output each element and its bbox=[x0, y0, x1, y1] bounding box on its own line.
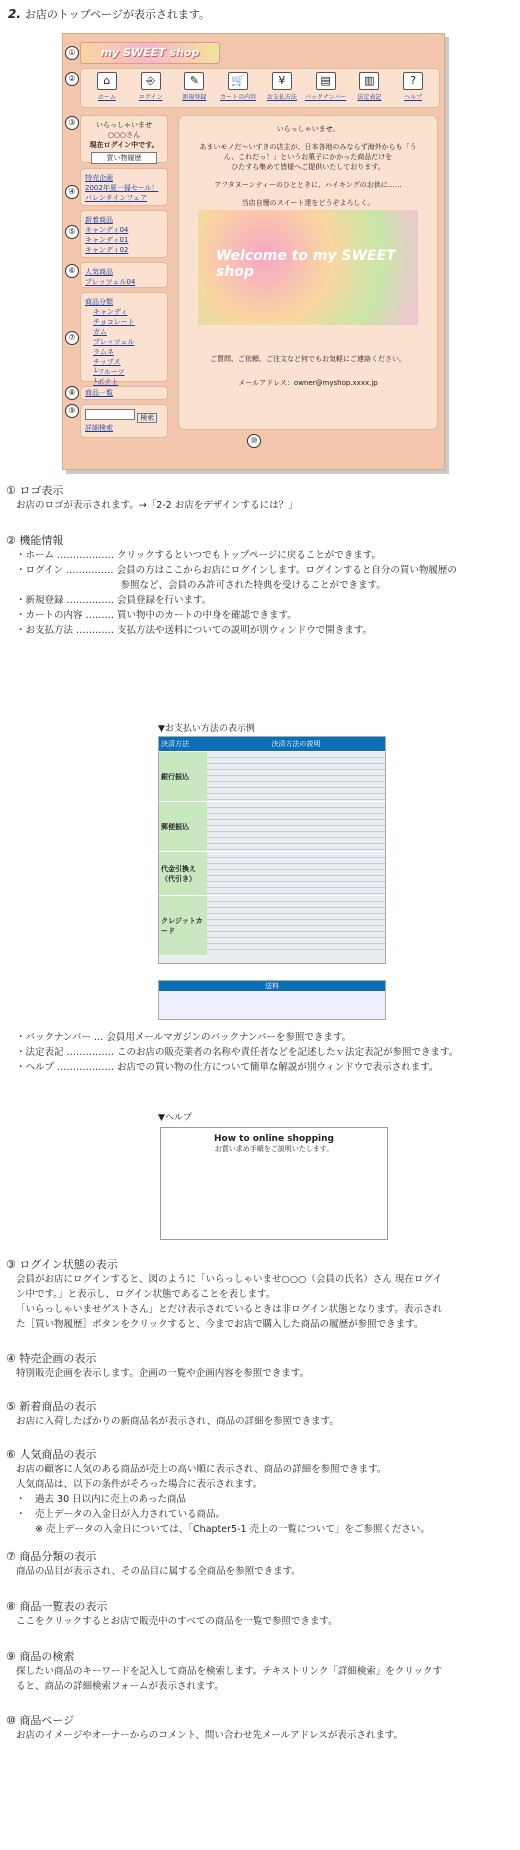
newitems-link[interactable]: キャンディ02 bbox=[85, 246, 129, 254]
text-line: ・法定表記 …………… このお店の販売業者の名称や責任者などを記述したｖ法定表記が参照できます。 bbox=[16, 1047, 459, 1058]
nav-label[interactable]: ホーム bbox=[97, 94, 116, 101]
callout-number: ⑤ bbox=[65, 225, 79, 239]
text-line: ・バックナンバー … 会員用メールマガジンのバックナンバーを参照できます。 bbox=[16, 1032, 352, 1043]
nav-label[interactable]: 法定表記 bbox=[357, 94, 382, 101]
payment-method: 代金引換え（代引き） bbox=[159, 852, 207, 895]
page-heading: 2. お店のトップページが表示されます。 bbox=[8, 7, 211, 21]
nav-item[interactable] bbox=[350, 72, 388, 104]
text-line: ・新規登録 …………… 会員登録を行います。 bbox=[16, 595, 212, 606]
help-window: How to online shopping お買い求め手順をご説明いたします。 bbox=[160, 1127, 388, 1240]
text-line: 「いらっしゃいませゲストさん」とだけ表示されているときは非ログイン状態となります。表示され bbox=[16, 1304, 442, 1315]
callout-number: ② bbox=[65, 72, 79, 86]
history-button[interactable]: 買い物履歴 bbox=[91, 152, 157, 164]
text-line: た［買い物履歴］ボタンをクリックすると、今までお店で購入した商品の履歴が参照できます。 bbox=[16, 1319, 424, 1330]
nav-label[interactable]: カートの内容 bbox=[220, 94, 257, 101]
text-line: ・カートの内容 ……… 買い物中のカートの中身を確認できます。 bbox=[16, 610, 297, 621]
text-line: 人気商品は、以下の条件がそろった場合に表示されます。 bbox=[16, 1479, 263, 1490]
nav-item[interactable] bbox=[175, 72, 213, 104]
text-line: 参照など、会員のみ許可された特典を受けることができます。 bbox=[16, 580, 386, 591]
callout-number: ⑧ bbox=[65, 386, 79, 400]
callout-number: ⑨ bbox=[65, 404, 79, 418]
special-link[interactable]: バレンタインフェア bbox=[85, 194, 148, 202]
text-line: ※ 売上データの入金日については、「Chapter5-1 売上の一覧について」をご参照ください。 bbox=[16, 1524, 430, 1535]
category-link[interactable]: キャンディ bbox=[93, 308, 128, 316]
text-line: 会員がお店にログインすると、図のように「いらっしゃいませ○○○（会員の氏名）さん 現在ログイ bbox=[16, 1274, 442, 1285]
callout-number: ① bbox=[65, 46, 79, 60]
list-box bbox=[80, 386, 168, 400]
nav-label[interactable]: 新規登録 bbox=[182, 94, 207, 101]
text-line: ・ 売上データの入金日が入力されている商品。 bbox=[16, 1509, 226, 1520]
popular-link[interactable]: プレッツェル04 bbox=[85, 278, 136, 286]
nav-item[interactable] bbox=[263, 72, 301, 104]
callout-number: ⑦ bbox=[65, 331, 79, 345]
nav-label[interactable]: ログイン bbox=[138, 94, 163, 101]
text-line: ・ホーム ……………… クリックするといつでもトップページに戻ることができます。 bbox=[16, 550, 382, 561]
welcome-image: Welcome to my SWEET shop bbox=[198, 210, 418, 325]
main-panel: いらっしゃいませ。 あまいモノだ～いすきの店主が、日本各地のみならず海外からも「うん、これだっ！」というお菓子にかかった商品だけを ひたすら集めて皆様へご提供いたしております。 アフタヌーンティーのひとときに、ハイキングのお供に…… 当店自慢のスイート達をどうぞよろしく。 ご質問、ご依頼、ご注文など何でもお気軽にご連絡ください。 メールアドレス：owner@myshop.xxxx.jp bbox=[178, 115, 438, 430]
payment-method: 郵便振込 bbox=[159, 802, 207, 851]
nav-item[interactable] bbox=[394, 72, 432, 104]
text-line: お店の顧客に人気のある商品が売上の高い順に表示され、商品の詳細を参照できます。 bbox=[16, 1464, 387, 1475]
special-link[interactable]: 2002年夏一掃セール！ bbox=[85, 184, 159, 192]
callout-number: ④ bbox=[65, 185, 79, 199]
text-line: ・ログイン …………… 会員の方はここからお店にログインします。ログインすると自分の買い物履歴の bbox=[16, 565, 457, 576]
cart-icon: 🛒 bbox=[228, 72, 248, 90]
text-line: 探したい商品のキーワードを記入して商品を検索します。テキストリンク「詳細検索」をクリックす bbox=[16, 1666, 442, 1677]
callout-number: ⑥ bbox=[65, 264, 79, 278]
nav-item[interactable] bbox=[132, 72, 170, 104]
shipping-table: 送料 bbox=[158, 980, 386, 1020]
special-box: 特売企画 2002年夏一掃セール！ バレンタインフェア bbox=[80, 168, 168, 206]
text-line: ・ヘルプ ……………… お店での買い物の仕方について簡単な解説が別ウィンドウで表示されます。 bbox=[16, 1062, 439, 1073]
payment-method: 銀行振込 bbox=[159, 752, 207, 801]
search-box bbox=[80, 404, 168, 438]
newitems-link[interactable]: キャンディ04 bbox=[85, 226, 129, 234]
text-line: ると、商品の詳細検索フォームが表示されます。 bbox=[16, 1681, 224, 1692]
product-list-link[interactable]: 商品一覧 bbox=[85, 389, 113, 397]
nav-label[interactable]: お支払方法 bbox=[266, 94, 297, 101]
money-icon: ¥ bbox=[272, 72, 292, 90]
category-link[interactable]: └ポテト bbox=[93, 378, 119, 386]
callout-number: ③ bbox=[65, 116, 79, 130]
shop-logo[interactable]: my SWEET shop bbox=[80, 42, 220, 64]
payment-row bbox=[159, 801, 385, 851]
category-link[interactable]: ガム bbox=[93, 328, 107, 336]
payment-table: 決済方法 決済方法の説明 銀行振込 郵便振込 代金引換え（代引き） クレジットカード bbox=[158, 736, 386, 964]
category-link[interactable]: チョコレート bbox=[93, 318, 135, 326]
nav-item[interactable] bbox=[219, 72, 257, 104]
text-line: ・ 過去 30 日以内に売上のあった商品 bbox=[16, 1494, 187, 1505]
callout-number: ⑩ bbox=[247, 434, 261, 448]
popular-box: 人気商品 プレッツェル04 bbox=[80, 262, 168, 288]
nav-label[interactable]: バックナンバー bbox=[304, 94, 347, 101]
search-button[interactable]: 検索 bbox=[137, 413, 157, 423]
text-line: ン中です。」と表示し、ログイン状態であることを表します。 bbox=[16, 1289, 276, 1300]
nav-label[interactable]: ヘルプ bbox=[404, 94, 423, 101]
payment-row bbox=[159, 751, 385, 801]
home-icon: ⌂ bbox=[97, 72, 117, 90]
search-input[interactable] bbox=[85, 409, 135, 420]
nav-item[interactable] bbox=[88, 72, 126, 104]
book-icon: ▥ bbox=[359, 72, 379, 90]
pen-icon: ✎ bbox=[184, 72, 204, 90]
category-link[interactable]: └フルーツ bbox=[93, 368, 125, 376]
category-link[interactable]: ラムネ bbox=[93, 348, 114, 356]
login-icon: ⎆ bbox=[141, 72, 161, 90]
help-icon: ? bbox=[403, 72, 423, 90]
payment-row bbox=[159, 895, 385, 955]
newitems-box: 新着商品 キャンディ04 キャンディ01 キャンディ02 bbox=[80, 210, 168, 258]
nav-bar bbox=[80, 68, 440, 108]
payment-method: クレジットカード bbox=[159, 896, 207, 955]
nav-item[interactable] bbox=[304, 72, 347, 104]
category-box: 商品分類 キャンディ チョコレート ガム プレッツェル ラムネ チップス └フルーツ └ポテト bbox=[80, 292, 168, 382]
payment-row bbox=[159, 851, 385, 895]
newitems-link[interactable]: キャンディ01 bbox=[85, 236, 129, 244]
text-line: ・お支払方法 ………… 支払方法や送料についての説明が別ウィンドウで開きます。 bbox=[16, 625, 373, 636]
s1-title: ① ロゴ表示 bbox=[6, 484, 64, 497]
category-link[interactable]: プレッツェル bbox=[93, 338, 135, 346]
backnumber-icon: ▤ bbox=[316, 72, 336, 90]
login-box: いらっしゃいませ ○○○さん 現在ログイン中です。 買い物履歴 bbox=[80, 115, 168, 163]
category-link[interactable]: チップス bbox=[93, 358, 121, 366]
detail-search-link[interactable]: 詳細検索 bbox=[85, 424, 113, 432]
